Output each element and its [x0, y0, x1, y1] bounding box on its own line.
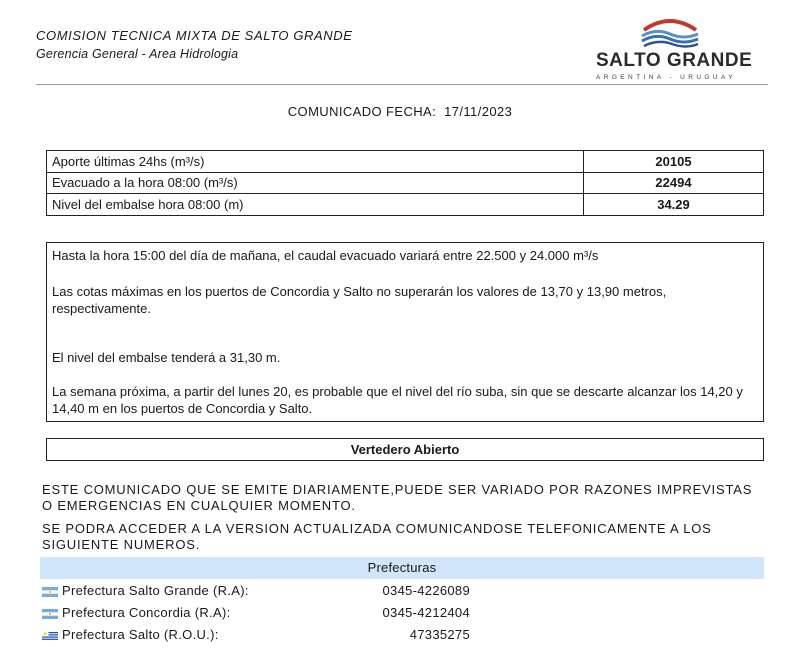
prefectura-name: Prefectura Concordia (R.A): — [62, 605, 231, 620]
prefectura-name: Prefectura Salto (R.O.U.): — [62, 627, 219, 642]
forecast-note: Las cotas máximas en los puertos de Concordia y Salto no superarán los valores de 13,70 y 13,90 metros, respectivamente. — [52, 284, 667, 316]
argentina-flag-icon — [42, 609, 58, 619]
forecast-note: Hasta la hora 15:00 del día de mañana, el caudal evacuado variará entre 22.500 y 24.000 m³/s — [52, 248, 599, 263]
prefectura-phone: 47335275 — [409, 627, 470, 642]
prefecturas-header: Prefecturas — [40, 557, 764, 579]
prefectura-phone: 0345-4212404 — [382, 605, 470, 620]
uruguay-flag-icon — [42, 631, 58, 641]
metric-label: Aporte últimas 24hs (m³/s) — [47, 151, 584, 173]
metric-label: Nivel del embalse hora 08:00 (m) — [47, 194, 584, 216]
list-item — [42, 605, 482, 625]
prefectura-phone: 0345-4226089 — [382, 583, 470, 598]
table-row — [47, 172, 764, 194]
header-divider — [36, 84, 768, 85]
logo-brand-text: SALTO GRANDE — [596, 50, 753, 71]
prefectura-name: Prefectura Salto Grande (R.A): — [62, 583, 249, 598]
salto-grande-logo — [590, 14, 753, 84]
argentina-flag-icon — [42, 587, 58, 597]
metric-value: 20105 — [584, 151, 764, 173]
list-item — [42, 583, 482, 603]
metric-value: 34.29 — [584, 194, 764, 216]
comunicado-label: COMUNICADO FECHA: — [287, 104, 437, 119]
metric-value: 22494 — [584, 172, 764, 194]
comunicado-date: 17/11/2023 — [444, 104, 513, 119]
list-item — [42, 627, 482, 647]
comunicado-date-line — [0, 104, 800, 119]
disclaimer-text: ESTE COMUNICADO QUE SE EMITE DIARIAMENTE,PUEDE SER VARIADO POR RAZONES IMPREVISTAS O EMERGENCIAS EN CUALQUIER MOMENTO. — [42, 482, 753, 513]
table-row — [47, 151, 764, 173]
metric-label: Evacuado a la hora 08:00 (m³/s) — [47, 172, 584, 194]
hydrology-metrics-table — [46, 150, 764, 216]
department-name: Gerencia General - Area Hidrologia — [36, 47, 239, 61]
organization-name: COMISION TECNICA MIXTA DE SALTO GRANDE — [36, 28, 353, 43]
forecast-note: El nivel del embalse tenderá a 31,30 m. — [52, 350, 281, 365]
organization-header — [36, 26, 353, 64]
forecast-notes-box — [46, 242, 764, 422]
spillway-status: Vertedero Abierto — [46, 438, 764, 461]
table-row — [47, 194, 764, 216]
forecast-note: La semana próxima, a partir del lunes 20, es probable que el nivel del río suba, sin que se descarte alcanzar los 14,20 y 14,40 m en los puertos de Concordia y Salto. — [52, 384, 743, 416]
dam-waves-icon — [638, 14, 702, 50]
disclaimer-text: SE PODRA ACCEDER A LA VERSION ACTUALIZADA COMUNICANDOSE TELEFONICAMENTE A LOS SIGUIENTE NUMEROS. — [42, 521, 712, 552]
logo-subtitle-text: ARGENTINA - URUGUAY — [596, 74, 736, 81]
